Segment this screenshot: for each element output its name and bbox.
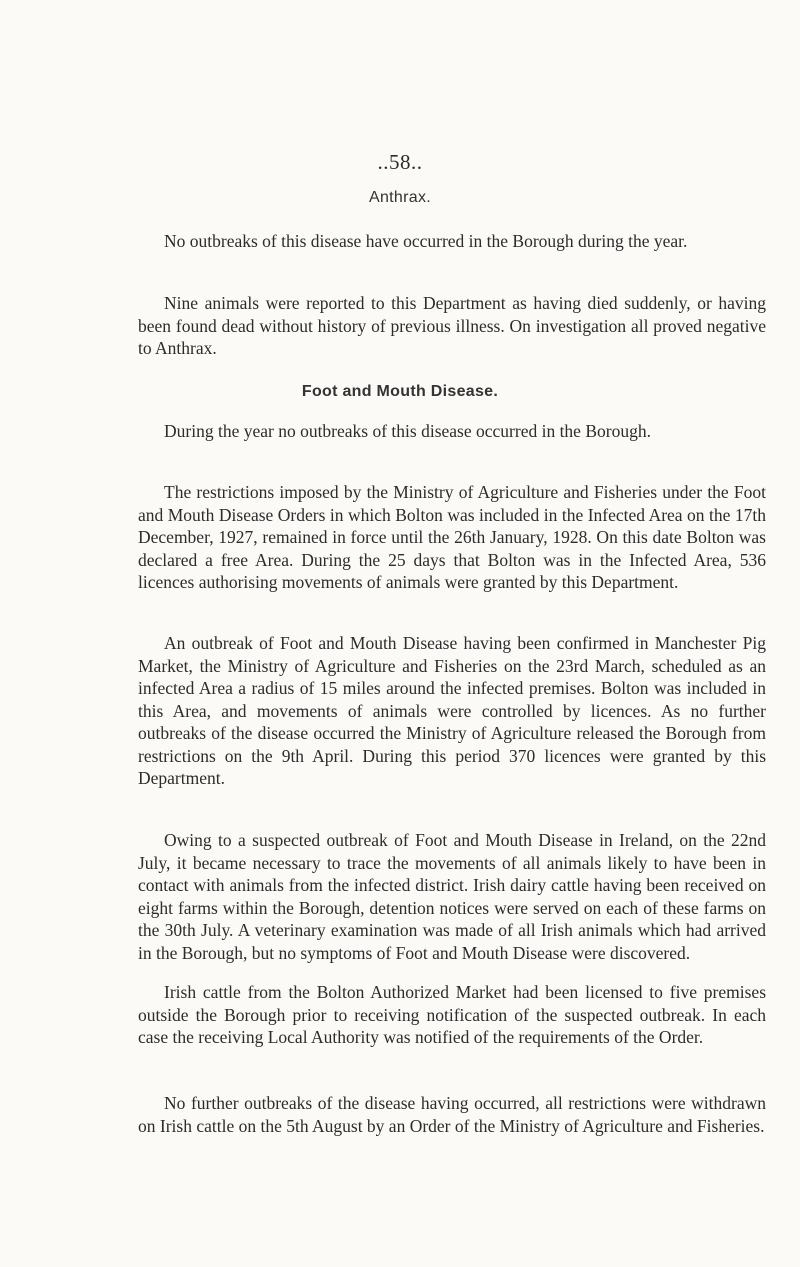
paragraph: Nine animals were reported to this Department as having died suddenly, or having been found dead without history of previous illness. On investigation all proved negative to Anthrax. — [138, 293, 766, 358]
paragraph: Owing to a suspected outbreak of Foot and Mouth Disease in Ireland, on the 22nd July, it became necessary to trace the movements of all animals likely to have been in contact with animals from the infected district. Irish dairy cattle having been received on eight farms within the Borough, detention notices were served on each of these farms on the 30th July. A veterinary examination was made of all Irish animals which had arrived in the Borough, but no symptoms of Foot and Mouth Disease were discovered. — [138, 830, 766, 963]
paragraph: No outbreaks of this disease have occurred in the Borough during the year. — [164, 231, 688, 251]
paragraph: No further outbreaks of the disease having occurred, all restrictions were withdrawn on Irish cattle on the 5th August by an Order of the Ministry of Agriculture and Fisheries. — [138, 1093, 766, 1136]
paragraph: An outbreak of Foot and Mouth Disease having been confirmed in Manchester Pig Market, the Ministry of Agriculture and Fisheries on the 23rd March, scheduled as an infected Area a radius of 15 miles around the infected premises. Bolton was included in this Area, and movements of animals were controlled by licences. As no further outbreaks of the disease occurred the Ministry of Agriculture released the Borough from restrictions on the 9th April. During this period 370 licences were granted by this Department. — [138, 633, 766, 788]
section-heading-foot-and-mouth: Foot and Mouth Disease. — [301, 383, 499, 400]
paragraph: Irish cattle from the Bolton Authorized Market had been licensed to five premises outside the Borough prior to receiving notification of the suspected outbreak. In each case the receiving Local Authority was notified of the requirements of the Order. — [138, 982, 766, 1047]
page-number: ..58.. — [377, 150, 423, 174]
section-heading-anthrax: Anthrax. — [369, 189, 431, 206]
paragraph: During the year no outbreaks of this disease occurred in the Borough. — [164, 421, 651, 441]
paragraph: The restrictions imposed by the Ministry of Agriculture and Fisheries under the Foot and Mouth Disease Orders in which Bolton was included in the Infected Area on the 17th December, 1927, remained in force until the 26th January, 1928. On this date Bolton was declared a free Area. During the 25 days that Bolton was in the Infected Area, 536 licences authorising movements of animals were granted by this Department. — [138, 482, 766, 592]
